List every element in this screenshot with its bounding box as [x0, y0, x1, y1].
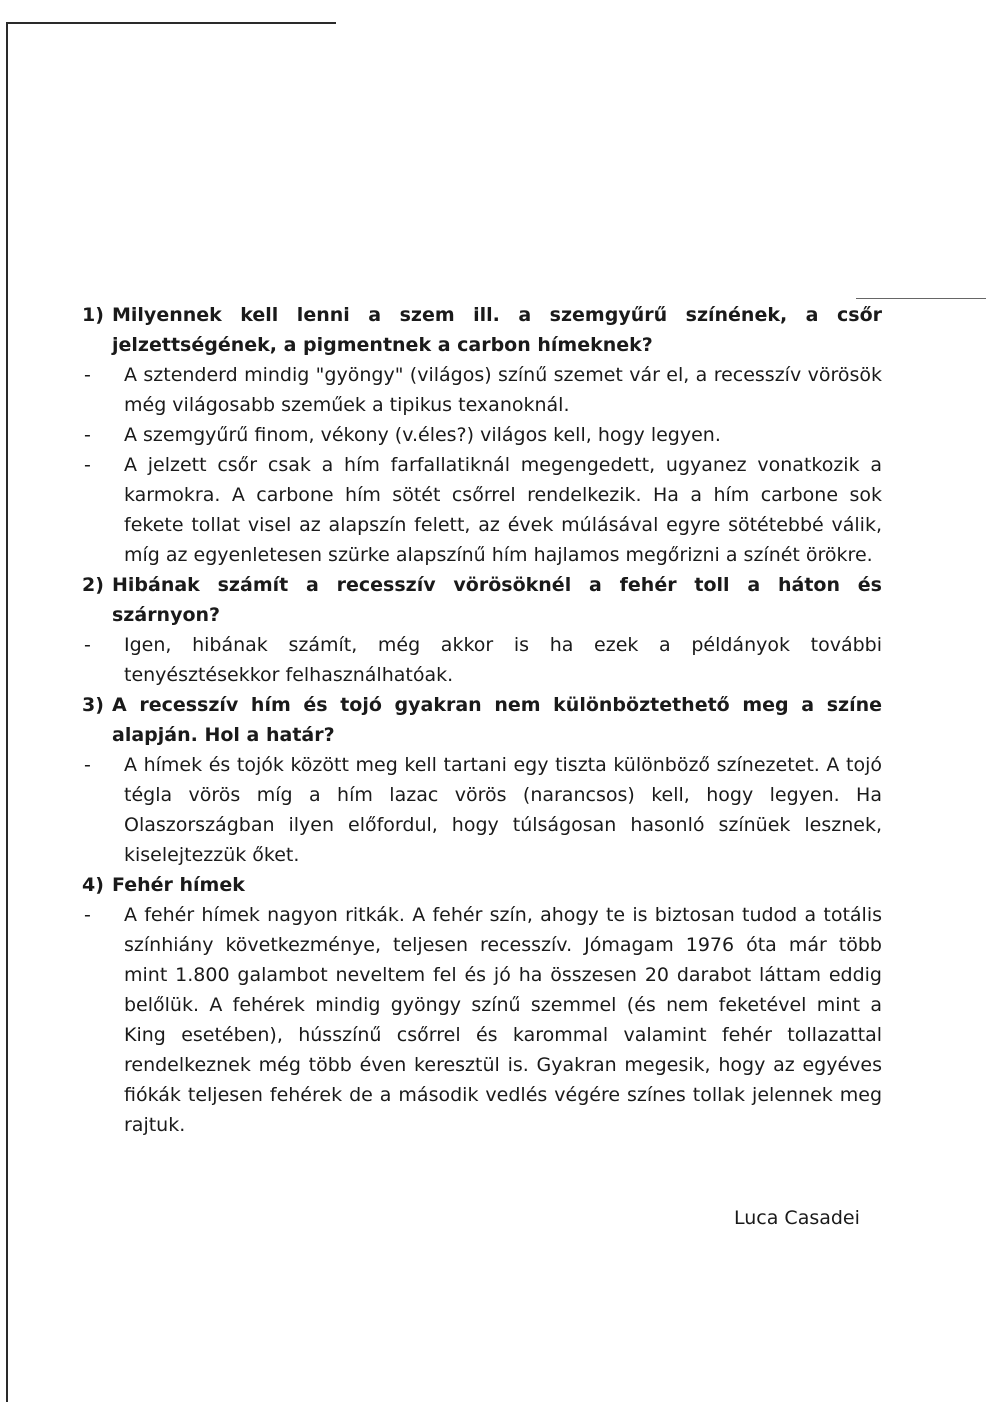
answer-item [82, 630, 882, 690]
answer-item [82, 420, 882, 450]
question-number: 2) [82, 574, 104, 596]
document-body [82, 300, 882, 1140]
scan-rule-fragment [856, 298, 986, 299]
answer-text: Igen, hibának számít, még akkor is ha ezek a példányok további tenyésztésekkor felhasználhatóak. [124, 634, 882, 686]
answer-item [82, 750, 882, 870]
bullet-dash: - [84, 754, 91, 776]
answer-item [82, 450, 882, 570]
question-1 [82, 300, 882, 360]
bullet-dash: - [84, 454, 91, 476]
answer-text: A fehér hímek nagyon ritkák. A fehér szín, ahogy te is biztosan tudod a totális színhiány következménye, teljesen recesszív. Jómagam 1976 óta már több mint 1.800 galambot neveltem fel és jó ha összesen 20 darabot láttam eddig belőlük. A fehérek mindig gyöngy színű szemmel (és nem feketével mint a King esetében), hússzínű csőrrel és karommal valamint fehér tollazattal rendelkeznek még több éven keresztül is. Gyakran megesik, hogy az egyéves fiókák teljesen fehérek de a második vedlés végére színes tollak jelennek meg rajtuk. [124, 904, 882, 1136]
author-signature: Luca Casadei [734, 1207, 860, 1229]
question-text: Milyennek kell lenni a szem ill. a szemgyűrű színének, a csőr jelzettségének, a pigmentnek a carbon hímeknek? [112, 304, 882, 356]
answer-item [82, 360, 882, 420]
answer-text: A sztenderd mindig "gyöngy" (világos) színű szemet vár el, a recesszív vörösök még világosabb szeműek a tipikus texanoknál. [124, 364, 882, 416]
answer-item [82, 900, 882, 1140]
scan-margin-line [6, 22, 8, 1402]
bullet-dash: - [84, 634, 91, 656]
question-number: 4) [82, 874, 104, 896]
answer-text: A jelzett csőr csak a hím farfallatiknál megengedett, ugyanez vonatkozik a karmokra. A carbone hím sötét csőrrel rendelkezik. Ha a hím carbone sok fekete tollat visel az alapszín felett, az évek múlásával egyre sötétebbé válik, míg az egyenletesen szürke alapszínű hím hajlamos megőrizni a színét örökre. [124, 454, 882, 566]
question-text: Fehér hímek [112, 874, 245, 896]
bullet-dash: - [84, 424, 91, 446]
question-2 [82, 570, 882, 630]
bullet-dash: - [84, 364, 91, 386]
question-text: Hibának számít a recesszív vörösöknél a fehér toll a háton és szárnyon? [112, 574, 882, 626]
question-text: A recesszív hím és tojó gyakran nem különböztethető meg a színe alapján. Hol a határ? [112, 694, 882, 746]
answer-text: A hímek és tojók között meg kell tartani egy tiszta különböző színezetet. A tojó tégla vörös míg a hím lazac vörös (narancsos) kell, hogy legyen. Ha Olaszországban ilyen előfordul, hogy túlságosan hasonló színüek lesznek, kiselejtezzük őket. [124, 754, 882, 866]
question-number: 1) [82, 304, 104, 326]
scan-top-rule [6, 22, 336, 24]
question-number: 3) [82, 694, 104, 716]
answer-text: A szemgyűrű finom, vékony (v.éles?) világos kell, hogy legyen. [124, 424, 721, 446]
bullet-dash: - [84, 904, 91, 926]
question-4 [82, 870, 882, 900]
question-3 [82, 690, 882, 750]
